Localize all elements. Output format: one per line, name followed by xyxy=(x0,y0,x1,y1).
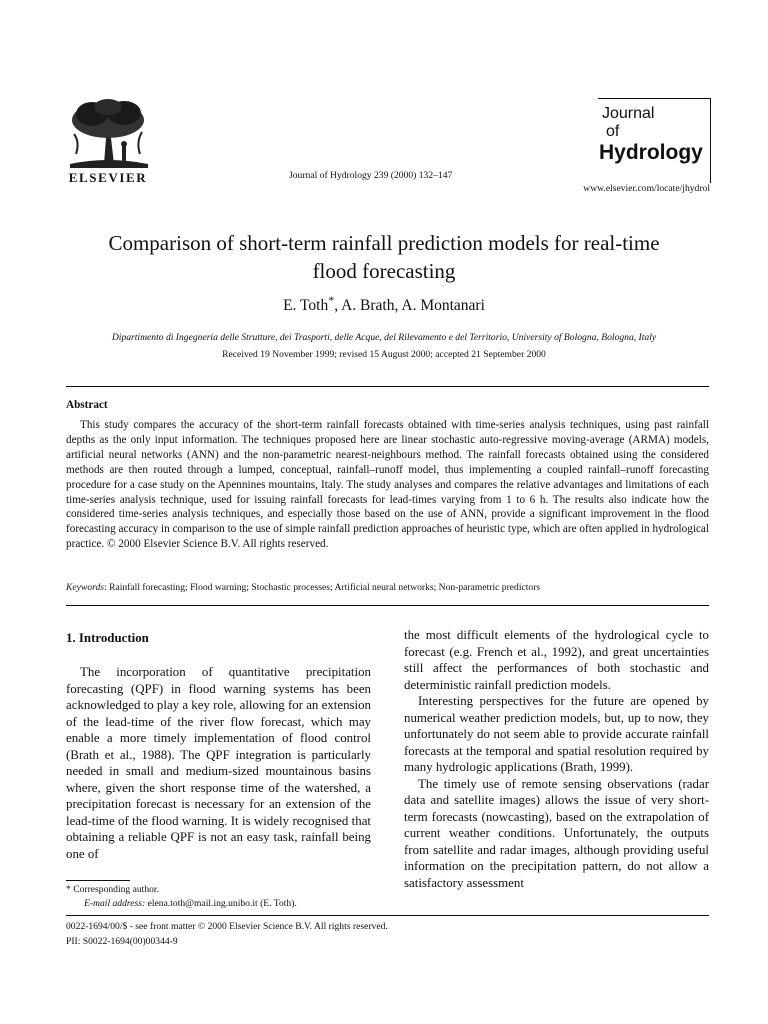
journal-title-line1: Journal xyxy=(602,105,655,122)
section-heading: 1. Introduction xyxy=(66,631,149,645)
abstract-text: This study compares the accuracy of the short-term rainfall forecasts obtained with time-series analysis techniques, using past rainfall depths as the only input information. The techniques proposed here are linear stochastic auto-regressive moving-average (ARMA) models, artificial neural networks (ANN) and the non-parametric nearest-neighbours method. The rainfall forecasts obtained using the considered methods are then routed through a lumped, conceptual, rainfall–runoff model, thus implementing a coupled rainfall–runoff forecasting procedure for a case study on the Apennines mountains, Italy. The study analyses and compares the relative advantages and limitations of each time-series analysis technique, used for issuing rainfall forecasts for lead-times varying from 1 to 6 h. The results also indicate how the considered time-series analysis techniques, and especially those based on the use of ANN, provide a significant improvement in the flood forecasting accuracy in comparison to the use of simple rainfall prediction approaches of heuristic type, which are often applied in hydrological practice. © 2000 Elsevier Science B.V. All rights reserved. xyxy=(66,419,709,551)
keywords-list: : Rainfall forecasting; Flood warning; Stochastic processes; Artificial neural networks; Non-parametric predictors xyxy=(104,582,541,593)
journal-title-line2: of xyxy=(606,123,620,140)
abstract-heading: Abstract xyxy=(66,399,108,411)
paragraph: The timely use of remote sensing observations (radar data and satellite images) allows the issue of very short-term forecasts (nowcasting), based on the extrapolation of current weather conditions. Unfortunately, the outputs from satellite and radar images, although providing useful information on the precipitation pattern, do not allow a satisfactory assessment xyxy=(404,776,709,890)
footnote-corresponding: * Corresponding author. xyxy=(66,884,159,895)
divider-abstract xyxy=(66,605,709,606)
column-right xyxy=(404,627,709,891)
publisher-name: ELSEVIER xyxy=(68,170,148,185)
corresponding-star[interactable]: * xyxy=(328,293,335,307)
footnote-rule xyxy=(66,880,130,881)
footnote-email xyxy=(84,898,297,909)
title-line2: flood forecasting xyxy=(312,259,456,283)
paragraph: the most difficult elements of the hydrological cycle to forecast (e.g. French et al., 1992), and great uncertainties still affect the performances of both stochastic and deterministic rainfall prediction models. xyxy=(404,628,709,692)
copyright-line: 0022-1694/00/$ - see front matter © 2000 Elsevier Science B.V. All rights reserved. xyxy=(66,921,388,932)
author-list xyxy=(40,293,728,315)
elsevier-tree-logo xyxy=(62,98,154,168)
pii-line: PII: S0022-1694(00)00344-9 xyxy=(66,936,178,947)
author-primary: E. Toth xyxy=(283,297,329,315)
journal-title-line3: Hydrology xyxy=(599,141,703,164)
email-address[interactable]: elena.toth@mail.ing.unibo.it (E. Toth). xyxy=(145,898,297,909)
journal-url[interactable]: www.elsevier.com/locate/jhydrol xyxy=(583,183,710,194)
keywords xyxy=(66,582,709,593)
column-left xyxy=(66,664,371,862)
divider-top xyxy=(66,386,709,387)
paragraph: The incorporation of quantitative precipitation forecasting (QPF) in flood warning systems has been acknowledged to play a key role, allowing for an extension of the lead-time of the river flow forecast, which may enable a more timely implementation of flood control (Brath et al., 1988). The QPF integration is particularly needed in small and medium-sized mountainous basins where, given the short response time of the watershed, a precipitation forecast is necessary for an extension of the lead-time of the flood warning. It is widely recognised that obtaining a reliable QPF is not an easy task, rainfall being one of xyxy=(66,665,371,861)
paragraph: Interesting perspectives for the future are opened by numerical weather prediction models, but, up to now, they unfortunately do not seem able to provide accurate rainfall forecasts at the temporal and spatial resolution required by many hydrologic applications (Brath, 1999). xyxy=(404,694,709,774)
title-line1: Comparison of short-term rainfall prediction models for real-time xyxy=(108,231,660,255)
affiliation: Dipartimento di Ingegneria delle Strutture, dei Trasporti, delle Acque, del Rilevamento e del Territorio, University of Bologna, Bologna, Italy xyxy=(111,332,657,343)
article-title xyxy=(40,229,728,285)
email-label: E-mail address: xyxy=(84,898,146,909)
keywords-label: Keywords xyxy=(66,582,105,593)
divider-bottom xyxy=(66,915,709,916)
author-others: , A. Brath, A. Montanari xyxy=(334,297,485,315)
received-dates: Received 19 November 1999; revised 15 August 2000; accepted 21 September 2000 xyxy=(222,349,546,360)
journal-masthead xyxy=(598,98,711,183)
journal-citation: Journal of Hydrology 239 (2000) 132–147 xyxy=(289,170,453,181)
